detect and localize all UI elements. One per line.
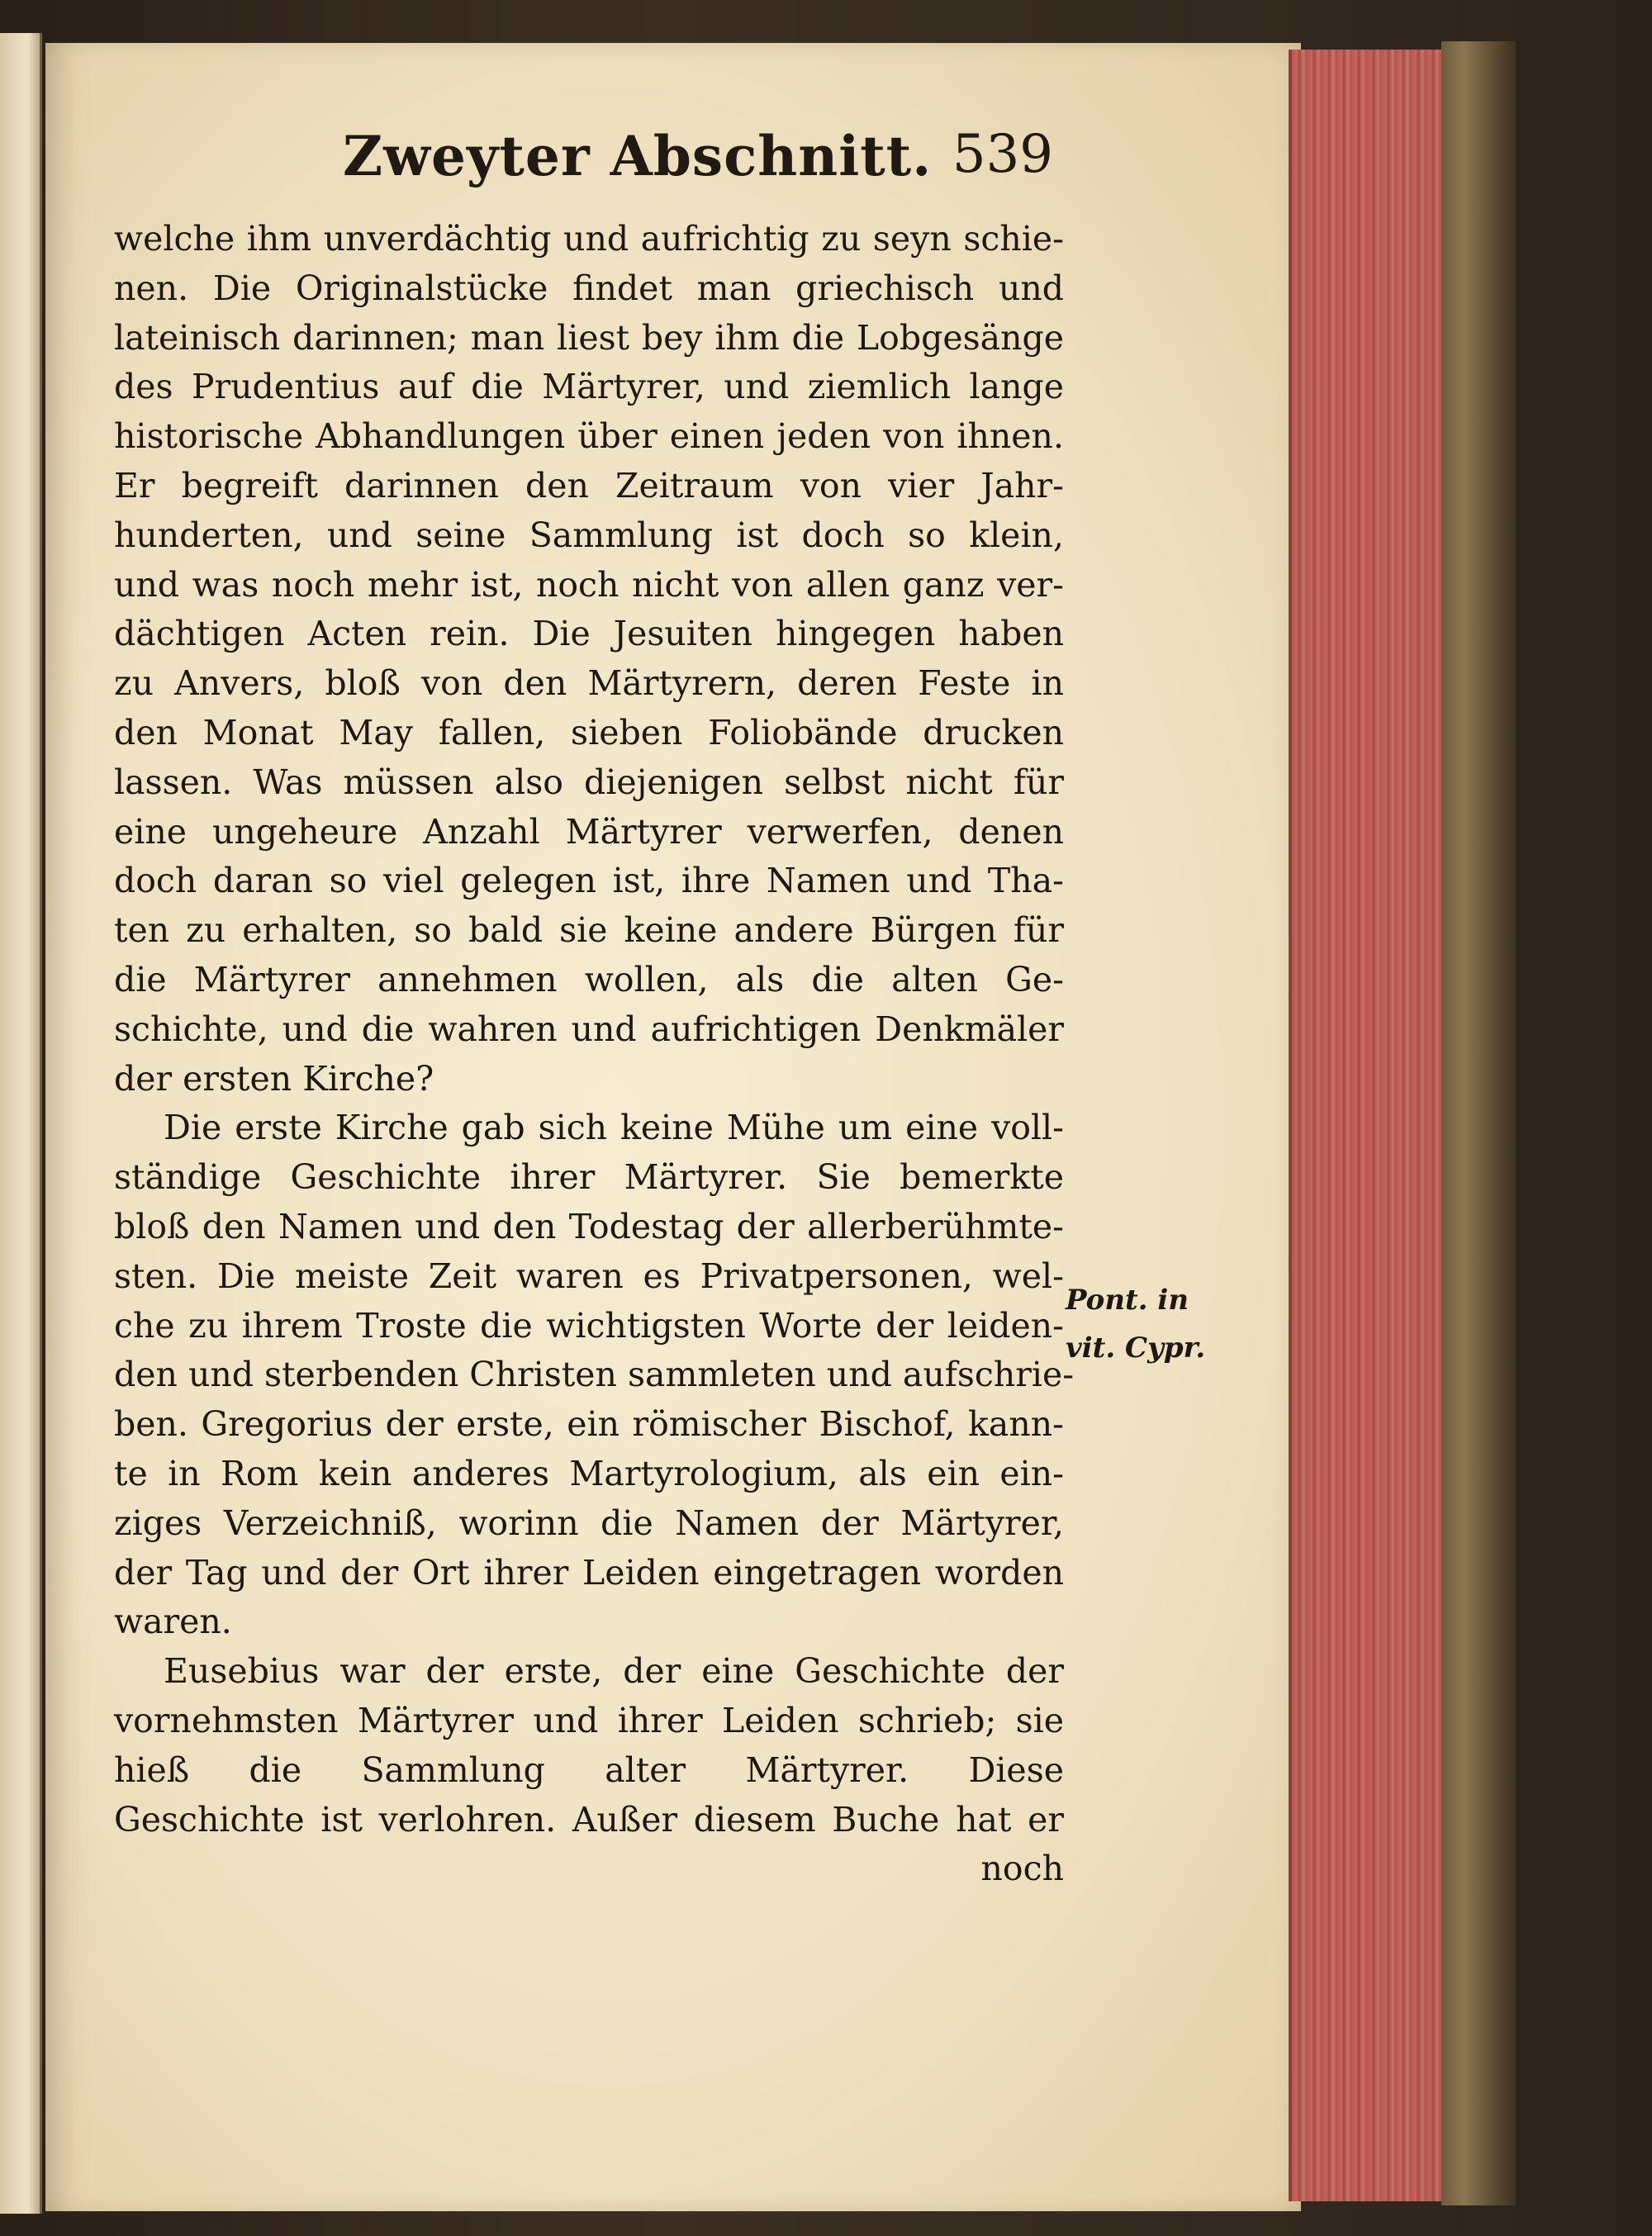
- text-line: ständige Geschichte ihrer Märtyrer. Sie bemerkte: [114, 1157, 1064, 1198]
- paragraph: [114, 1104, 1075, 1647]
- catchword: noch: [980, 1849, 1064, 1889]
- running-header: [343, 124, 1053, 198]
- text-line: dächtigen Acten rein. Die Jesuiten hingegen haben: [114, 614, 1064, 654]
- text-line: historische Abhandlungen über einen jeden von ihnen.: [114, 416, 1064, 457]
- paragraph: [114, 1647, 1064, 1844]
- text-line: ten zu erhalten, so bald sie keine andere Bürgen für: [114, 910, 1064, 951]
- body-text: [114, 215, 1075, 1894]
- book-cover: [1441, 41, 1516, 2205]
- running-title: Zweyter Abschnitt.: [343, 124, 933, 188]
- text-line: ziges Verzeichniß, worinn die Namen der Märtyrer,: [114, 1503, 1064, 1543]
- text-line: Eusebius war der erste, der eine Geschichte der: [164, 1651, 1064, 1692]
- text-line: hunderten, und seine Sammlung ist doch so klein,: [114, 515, 1064, 555]
- red-page-edges: [1289, 50, 1450, 2201]
- text-line: lateinisch darinnen; man liest bey ihm die Lobgesänge: [114, 317, 1064, 358]
- text-line: bloß den Namen und den Todestag der allerberühmte-: [114, 1206, 1064, 1246]
- text-line: te in Rom kein anderes Martyrologium, als ein ein-: [114, 1453, 1064, 1493]
- text-line: sten. Die meiste Zeit waren es Privatpersonen, wel-: [114, 1256, 1064, 1296]
- page-number: 539: [952, 124, 1053, 185]
- text-line: der Tag und der Ort ihrer Leiden eingetragen worden: [114, 1552, 1064, 1593]
- text-line: zu Anvers, bloß von den Märtyrern, deren Feste in: [114, 663, 1064, 704]
- text-line: vornehmsten Märtyrer und ihrer Leiden schrieb; sie: [114, 1700, 1064, 1740]
- text-line: die Märtyrer annehmen wollen, als die alten Ge-: [114, 959, 1064, 999]
- marginal-note: [1066, 1276, 1205, 1372]
- text-line: lassen. Was müssen also diejenigen selbst nicht für: [114, 762, 1064, 802]
- text-line: waren.: [114, 1602, 232, 1642]
- text-line: Die erste Kirche gab sich keine Mühe um eine voll-: [164, 1108, 1064, 1148]
- text-line: Geschichte ist verlohren. Außer diesem Buche hat er: [114, 1799, 1064, 1840]
- text-line: Er begreift darinnen den Zeitraum von vier Jahr-: [114, 465, 1064, 506]
- text-line: des Prudentius auf die Märtyrer, und ziemlich lange: [114, 367, 1064, 407]
- text-line: den Monat May fallen, sieben Foliobände drucken: [114, 712, 1064, 752]
- text-line: den und sterbenden Christen sammleten und aufschrie-: [114, 1355, 1075, 1395]
- text-line: welche ihm unverdächtig und aufrichtig zu seyn schie-: [114, 219, 1064, 259]
- text-line: und was noch mehr ist, noch nicht von allen ganz ver-: [114, 564, 1064, 605]
- text-line: che zu ihrem Troste die wichtigsten Worte der leiden-: [114, 1305, 1064, 1346]
- marginal-note-line: vit. Cypr.: [1066, 1332, 1206, 1365]
- text-line: schichte, und die wahren und aufrichtigen Denkmäler: [114, 1009, 1064, 1049]
- paragraph: [114, 215, 1064, 1104]
- text-line: nen. Die Originalstücke findet man griechisch und: [114, 268, 1064, 308]
- marginal-note-line: Pont. in: [1066, 1284, 1189, 1317]
- text-line: der ersten Kirche?: [114, 1058, 434, 1099]
- text-line: hieß die Sammlung alter Märtyrer. Diese: [114, 1749, 1064, 1790]
- text-line: eine ungeheure Anzahl Märtyrer verwerfen, denen: [114, 811, 1064, 852]
- previous-page-edge: [0, 33, 42, 2214]
- text-line: doch daran so viel gelegen ist, ihre Namen und Tha-: [114, 861, 1064, 901]
- text-line: ben. Gregorius der erste, ein römischer Bischof, kann-: [114, 1404, 1064, 1445]
